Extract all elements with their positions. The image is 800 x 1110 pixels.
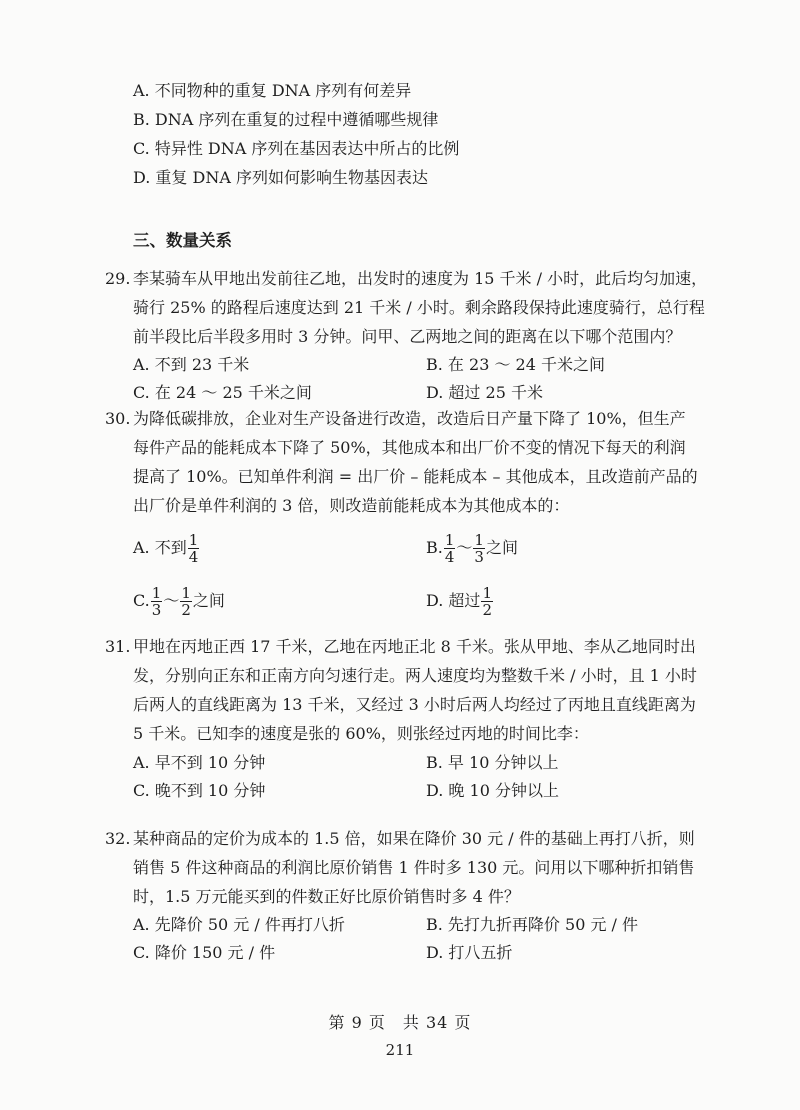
page-number: 211 — [385, 1041, 415, 1059]
fraction-one-third: $\frac{1}{3}$ — [151, 584, 162, 619]
question-31-option-d[interactable]: D. 晚 10 分钟以上 — [426, 781, 559, 800]
question-30-line: 出厂价是单件利润的 3 倍，则改造前能耗成本为其他成本的： — [133, 496, 570, 515]
question-30-line: 每件产品的能耗成本下降了 50%，其他成本和出厂价不变的情况下每天的利润 — [133, 438, 686, 457]
fraction-one-half: $\frac{1}{2}$ — [482, 584, 492, 619]
prev-option-a: A. 不同物种的重复 DNA 序列有何差异 — [133, 81, 412, 100]
question-30-line: 提高了 10%。已知单件利润 = 出厂价 – 能耗成本 – 其他成本，且改造前产品的 — [133, 467, 698, 486]
prev-option-d: D. 重复 DNA 序列如何影响生物基因表达 — [133, 168, 428, 187]
question-31-line: 后两人的直线距离为 13 千米，又经过 3 小时后两人均经过了丙地且直线距离为 — [133, 695, 696, 714]
question-31-line: 5 千米。已知李的速度是张的 60%，则张经过丙地的时间比李： — [133, 724, 589, 743]
prev-option-b: B. DNA 序列在重复的过程中遵循哪些规律 — [133, 110, 439, 129]
question-31-number: 31. — [105, 637, 131, 656]
option-c-prefix: C. — [133, 591, 150, 610]
question-32-option-b[interactable]: B. 先打九折再降价 50 元 / 件 — [426, 915, 639, 934]
question-31-option-b[interactable]: B. 早 10 分钟以上 — [426, 753, 559, 772]
question-29-line: 前半段比后半段多用时 3 分钟。问甲、乙两地之间的距离在以下哪个范围内？ — [133, 327, 682, 346]
between-label: 之间 — [192, 591, 225, 610]
question-30-option-a[interactable] — [133, 532, 200, 565]
prev-option-c: C. 特异性 DNA 序列在基因表达中所占的比例 — [133, 139, 460, 158]
option-a-prefix: A. 不到 — [133, 538, 187, 557]
question-32-option-c[interactable]: C. 降价 150 元 / 件 — [133, 943, 276, 962]
option-d-prefix: D. 超过 — [426, 591, 481, 610]
question-30-option-b[interactable] — [426, 532, 518, 565]
question-32-option-d[interactable]: D. 打八五折 — [426, 943, 513, 962]
tilde: ～ — [456, 538, 473, 557]
question-31-option-c[interactable]: C. 晚不到 10 分钟 — [133, 781, 266, 800]
question-30-line: 为降低碳排放，企业对生产设备进行改造，改造后日产量下降了 10%，但生产 — [133, 409, 686, 428]
question-29-line: 李某骑车从甲地出发前往乙地，出发时的速度为 15 千米 / 小时，此后均匀加速， — [133, 269, 708, 288]
fraction-one-quarter: $\frac{1}{4}$ — [444, 531, 455, 566]
fraction-one-half: $\frac{1}{2}$ — [181, 584, 191, 619]
fraction-one-third: $\frac{1}{3}$ — [474, 531, 484, 566]
tilde: ～ — [163, 591, 180, 610]
question-29-option-a[interactable]: A. 不到 23 千米 — [133, 355, 250, 374]
question-32-line: 某种商品的定价为成本的 1.5 倍，如果在降价 30 元 / 件的基础上再打八折，则 — [133, 829, 695, 848]
question-29-option-b[interactable]: B. 在 23 ～ 24 千米之间 — [426, 355, 605, 374]
question-30-number: 30. — [105, 409, 131, 428]
question-31-line: 甲地在丙地正西 17 千米，乙地在丙地正北 8 千米。张从甲地、李从乙地同时出 — [133, 637, 696, 656]
question-29-option-d[interactable]: D. 超过 25 千米 — [426, 383, 543, 402]
question-30-option-d[interactable] — [426, 585, 494, 618]
question-30-option-c[interactable] — [133, 585, 225, 618]
question-32-line: 销售 5 件这种商品的利润比原价销售 1 件时多 130 元。问用以下哪种折扣销售 — [133, 858, 695, 877]
question-29-number: 29. — [105, 269, 131, 288]
between-label: 之间 — [485, 538, 518, 557]
question-32-option-a[interactable]: A. 先降价 50 元 / 件再打八折 — [133, 915, 345, 934]
fraction-one-quarter: $\frac{1}{4}$ — [188, 531, 199, 566]
question-31-option-a[interactable]: A. 早不到 10 分钟 — [133, 753, 266, 772]
option-b-prefix: B. — [426, 538, 443, 557]
question-29-option-c[interactable]: C. 在 24 ～ 25 千米之间 — [133, 383, 312, 402]
question-32-number: 32. — [105, 829, 131, 848]
page-footer-label: 第 9 页 共 34 页 — [328, 1013, 472, 1032]
question-32-line: 时，1.5 万元能买到的件数正好比原价销售时多 4 件？ — [133, 887, 520, 906]
question-29-line: 骑行 25% 的路程后速度达到 21 千米 / 小时。剩余路段保持此速度骑行，总行程 — [133, 298, 705, 317]
section-title: 三、数量关系 — [133, 231, 232, 250]
question-31-line: 发，分别向正东和正南方向匀速行走。两人速度均为整数千米 / 小时，且 1 小时 — [133, 666, 697, 685]
